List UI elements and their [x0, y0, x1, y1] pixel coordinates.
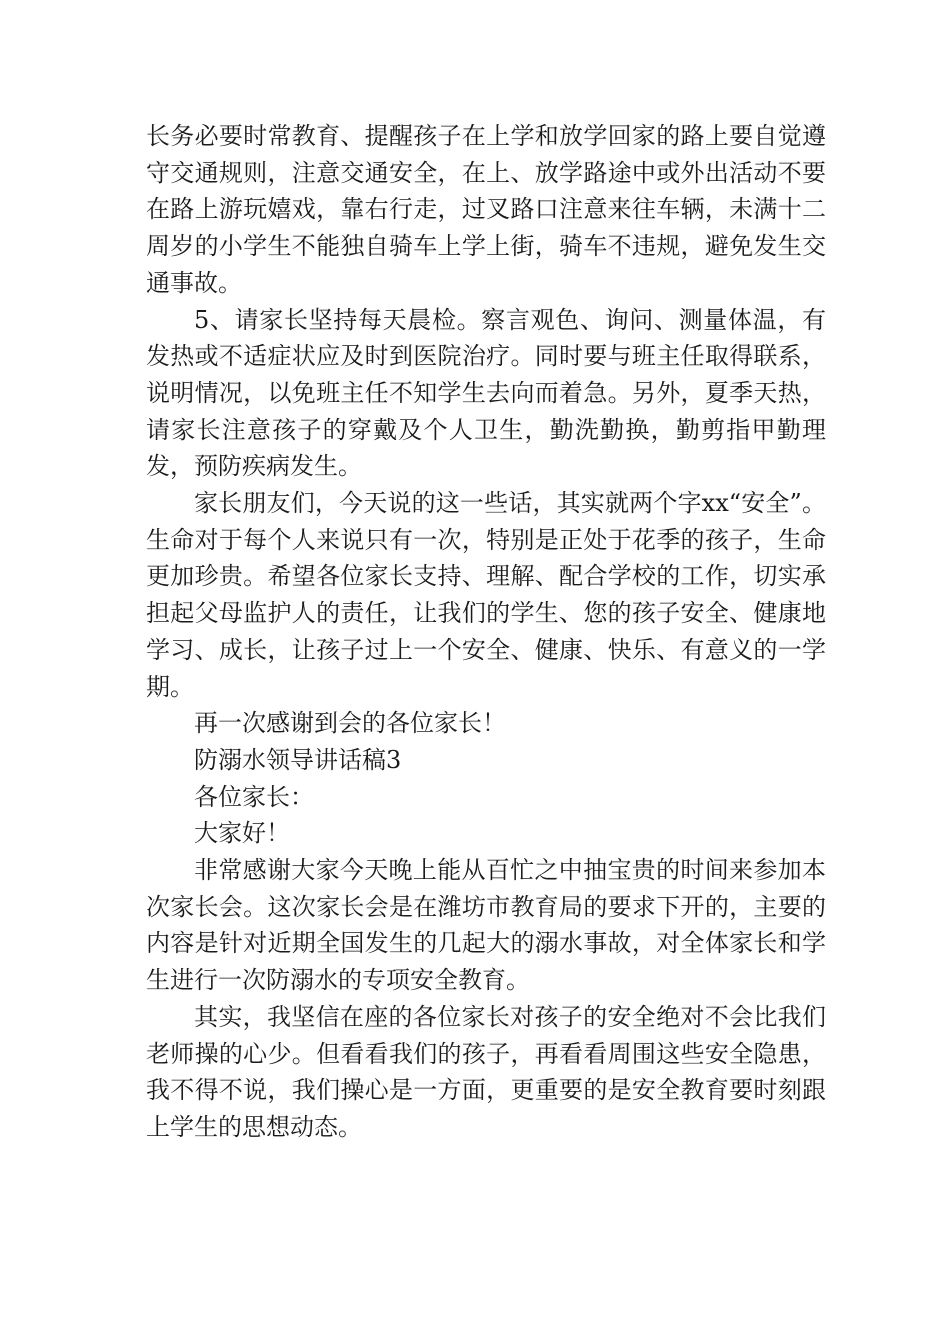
paragraph-meeting-purpose: 非常感谢大家今天晚上能从百忙之中抽宝贵的时间来参加本次家长会。这次家长会是在潍坊市教育局的要求下开的，主要的内容是针对近期全国发生的几起大的溺水事故，对全体家长和学生进行一次防溺水的专项安全教育。 [146, 856, 826, 995]
paragraph-traffic-safety: 长务必要时常教育、提醒孩子在上学和放学回家的路上要自觉遵守交通规则，注意交通安全，在上、放学路途中或外出活动不要在路上游玩嬉戏，靠右行走，过叉路口注意来往车辆，未满十二周岁的小学生不能独自骑车上学上街，骑车不违规，避免发生交通事故。 [146, 122, 826, 297]
paragraph-safety-education: 其实，我坚信在座的各位家长对孩子的安全绝对不会比我们老师操的心少。但看看我们的孩子，再看看周围这些安全隐患，我不得不说，我们操心是一方面，更重要的是安全教育要时刻跟上学生的思想动态。 [146, 1002, 826, 1141]
document-page [146, 118, 826, 1146]
paragraph-safety-summary: 家长朋友们，今天说的这一些话，其实就两个字xx“安全”。生命对于每个人来说只有一次，特别是正处于花季的孩子，生命更加珍贵。希望各位家长支持、理解、配合学校的工作，切实承担起父母监护人的责任，让我们的学生、您的孩子安全、健康地学习、成长，让孩子过上一个安全、健康、快乐、有意义的一学期。 [146, 489, 826, 701]
salutation: 各位家长： [194, 782, 314, 811]
section-title: 防溺水领导讲话稿3 [194, 745, 402, 774]
greeting: 大家好！ [194, 819, 290, 848]
paragraph-morning-check: 5、请家长坚持每天晨检。察言观色、询问、测量体温，有发热或不适症状应及时到医院治疗。同时要与班主任取得联系，说明情况，以免班主任不知学生去向而着急。另外，夏季天热，请家长注意孩子的穿戴及个人卫生，勤洗勤换，勤剪指甲勤理发，预防疾病发生。 [146, 305, 826, 481]
paragraph-thanks: 再一次感谢到会的各位家长！ [194, 709, 506, 738]
